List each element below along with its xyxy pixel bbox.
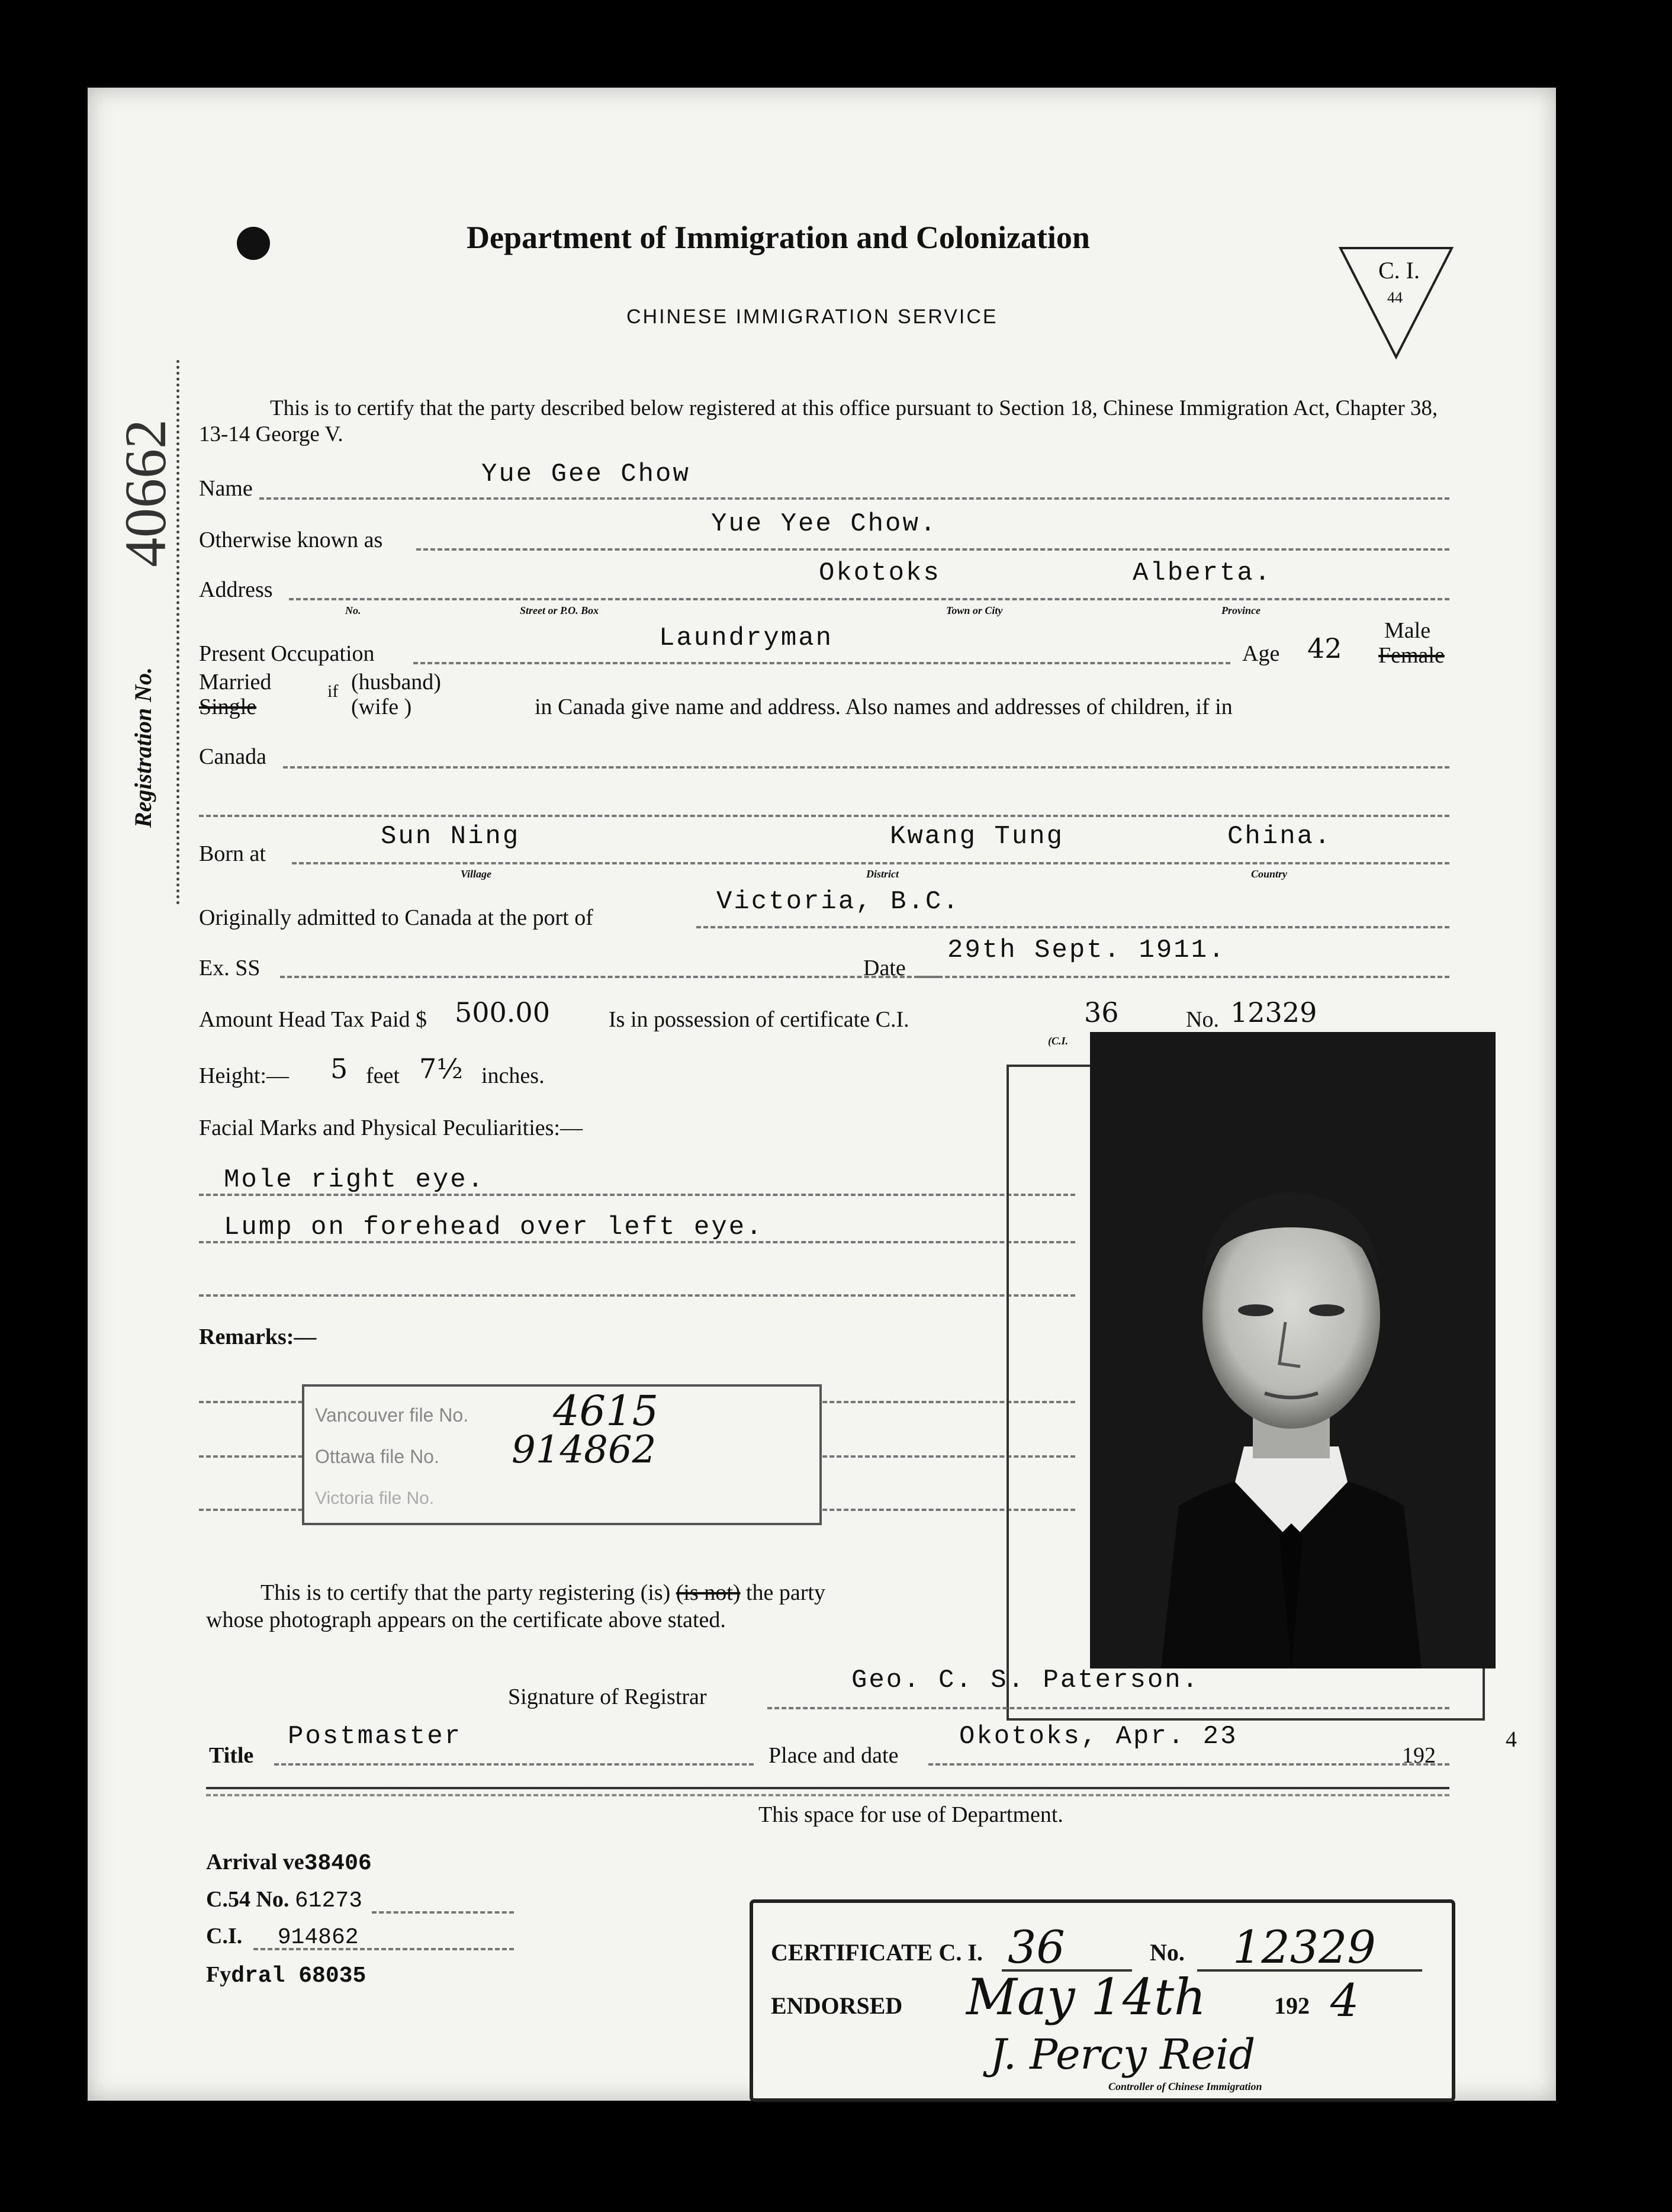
date-line: [917, 976, 1449, 978]
occupation-value: Laundryman: [659, 623, 834, 653]
cert-no-label: No.: [1186, 1007, 1219, 1032]
endorsement-no-label: No.: [1150, 1939, 1185, 1966]
arrival-line: [206, 1849, 372, 1876]
place-label: Place and date: [769, 1743, 899, 1768]
aka-value: Yue Yee Chow.: [711, 509, 938, 539]
endorsed-label: ENDORSED: [771, 1992, 903, 2019]
marks-label: Facial Marks and Physical Peculiarities:—: [199, 1115, 583, 1140]
address-label: Address: [199, 577, 273, 602]
tax-label: Amount Head Tax Paid $: [199, 1007, 427, 1032]
height-label: Height:—: [199, 1063, 289, 1088]
year-prefix: 192: [1402, 1743, 1436, 1768]
name-value: Yue Gee Chow: [481, 459, 690, 489]
registration-number: 40662: [112, 419, 178, 567]
separator-dots: [206, 1794, 1449, 1796]
wife-label: (wife ): [351, 695, 412, 719]
photo-certify-part-b: the party: [745, 1580, 825, 1605]
husband-label: (husband): [351, 670, 441, 695]
endorsed-year-suffix: 4: [1330, 1974, 1359, 2027]
address-street-caption: Street or P.O. Box: [520, 605, 599, 616]
endorsement-ci: 36: [1008, 1921, 1065, 1973]
photo-certify-part-a: This is to certify that the party registering (is): [261, 1580, 671, 1605]
name-label: Name: [199, 476, 253, 501]
ship-label: Ex. SS: [199, 956, 261, 980]
c54-dots: [372, 1911, 514, 1914]
c54-label: C.: [206, 1887, 228, 1912]
c54-line: [206, 1886, 362, 1914]
single-label: Single: [199, 695, 257, 719]
date-value: 29th Sept. 1911.: [947, 935, 1226, 965]
department-space-label: This space for use of Department.: [758, 1802, 1063, 1827]
vancouver-value: 4615: [553, 1387, 659, 1435]
address-town-caption: Town or City: [946, 605, 1003, 616]
address-province-caption: Province: [1221, 605, 1261, 616]
arrival-label: Arrival ve: [206, 1850, 304, 1875]
ship-line: [280, 976, 940, 978]
address-line: [289, 598, 1449, 600]
country-caption: Country: [1251, 868, 1288, 880]
sex-male: Male: [1384, 618, 1431, 643]
file-stamp: [302, 1384, 822, 1525]
endorsement-no: 12329: [1233, 1921, 1376, 1973]
title-value: Postmaster: [288, 1722, 462, 1751]
age-label: Age: [1242, 641, 1280, 666]
file-value: dral 68035: [231, 1963, 366, 1989]
certify-text: This is to certify that the party described below registered at this office pursuant to Section 18, Chinese Immigration Act, Chapter 38, 13-14 George V.: [199, 396, 1438, 446]
sex-female: Female: [1378, 643, 1445, 668]
year-suffix: 4: [1506, 1727, 1517, 1752]
canada-line-2: [199, 815, 1449, 817]
controller-caption: Controller of Chinese Immigration: [1108, 2081, 1262, 2092]
ci-value: 914862: [277, 1925, 359, 1950]
place-line: [928, 1763, 1449, 1766]
vancouver-label: Vancouver file No.: [315, 1404, 469, 1426]
port-value: Victoria, B.C.: [716, 887, 960, 917]
occupation-label: Present Occupation: [199, 641, 375, 666]
department-title: Department of Immigration and Colonization: [467, 220, 1090, 255]
aka-line: [416, 548, 1449, 551]
photo-certify-line-1: [261, 1580, 825, 1606]
ottawa-value: 914862: [512, 1428, 657, 1472]
place-date-value: Okotoks, Apr. 23: [959, 1722, 1238, 1751]
canada-label: Canada: [199, 744, 266, 769]
possession-label: Is in possession of certificate C.I.: [609, 1007, 909, 1032]
arrival-value: 38406: [304, 1851, 372, 1876]
certificate-label: CERTIFICATE C. I.: [771, 1939, 983, 1966]
form-number: 44: [1387, 289, 1403, 306]
remarks-label: Remarks:—: [199, 1324, 317, 1349]
title-label: Title: [209, 1743, 254, 1768]
address-no-caption: No.: [345, 605, 361, 616]
signature-label: Signature of Registrar: [508, 1684, 707, 1709]
victoria-label: Victoria file No.: [315, 1488, 435, 1508]
title-line: [274, 1763, 754, 1766]
file-label: Fy: [206, 1962, 231, 1987]
c54-value: 61273: [294, 1888, 362, 1914]
marks-line-2: [199, 1241, 1075, 1243]
c54-no: 54 No.: [227, 1887, 290, 1912]
mark-1: Mole right eye.: [224, 1165, 485, 1195]
cert-ci-value: 36: [1084, 996, 1119, 1028]
endorsement-no-line: [1197, 1969, 1422, 1972]
height-inches: 7½: [419, 1053, 463, 1085]
port-line: [696, 926, 1449, 928]
if-label: if: [327, 681, 339, 701]
feet-label: feet: [366, 1063, 400, 1088]
service-title: CHINESE IMMIGRATION SERVICE: [626, 306, 998, 328]
controller-signature: J. Percy Reid: [990, 2030, 1256, 2079]
registrar-name: Geo. C. S. Paterson.: [851, 1666, 1200, 1695]
ci-dots: [253, 1948, 514, 1950]
born-line: [292, 862, 1449, 864]
spouse-text: in Canada give name and address. Also names and addresses of children, if in: [535, 695, 1233, 719]
endorsement-stamp: [750, 1899, 1455, 2102]
photo-certify-line-2: whose photograph appears on the certificate above stated.: [206, 1607, 726, 1632]
district-caption: District: [866, 868, 899, 880]
ci-line: [206, 1923, 359, 1950]
aka-label: Otherwise known as: [199, 528, 383, 552]
province-value: Alberta.: [1133, 558, 1272, 588]
town-value: Okotoks: [819, 558, 941, 588]
cert-no-value: 12329: [1230, 996, 1317, 1028]
endorsed-year-prefix: 192: [1274, 1992, 1310, 2019]
born-label: Born at: [199, 841, 266, 866]
tax-value: 500.00: [455, 996, 550, 1028]
occupation-line: [413, 662, 1230, 664]
endorsed-date: May 14th: [966, 1968, 1206, 2026]
registration-label: Registration No.: [130, 667, 156, 828]
ottawa-label: Ottawa file No.: [315, 1446, 439, 1467]
punch-hole: [237, 227, 270, 260]
village-value: Sun Ning: [381, 822, 520, 851]
signature-line: [767, 1707, 1449, 1709]
registration-form: [88, 88, 1556, 2101]
marks-line-3: [199, 1294, 1075, 1297]
inches-label: inches.: [481, 1063, 545, 1088]
form-code: C. I.: [1378, 257, 1420, 284]
name-line: [259, 497, 1449, 500]
marks-line-1: [199, 1194, 1075, 1196]
married-label: Married: [199, 670, 272, 695]
separator-line: [206, 1787, 1449, 1789]
date-label: Date: [863, 956, 906, 980]
port-label: Originally admitted to Canada at the port of: [199, 905, 593, 930]
portrait-photo: [1090, 1032, 1496, 1668]
photo-certify-struck: (is not): [676, 1580, 741, 1605]
file-line: [206, 1962, 366, 1989]
village-caption: Village: [461, 868, 492, 880]
mark-2: Lump on forehead over left eye.: [224, 1213, 764, 1242]
district-value: Kwang Tung: [890, 822, 1065, 851]
height-feet: 5: [330, 1053, 348, 1085]
ci-caption: (C.I.: [1048, 1035, 1069, 1047]
registration-dotted-line: [176, 360, 179, 905]
canada-line-1: [283, 766, 1449, 769]
age-value: 42: [1307, 632, 1342, 664]
country-value: China.: [1227, 822, 1332, 851]
ci-label: C.I.: [206, 1924, 243, 1949]
